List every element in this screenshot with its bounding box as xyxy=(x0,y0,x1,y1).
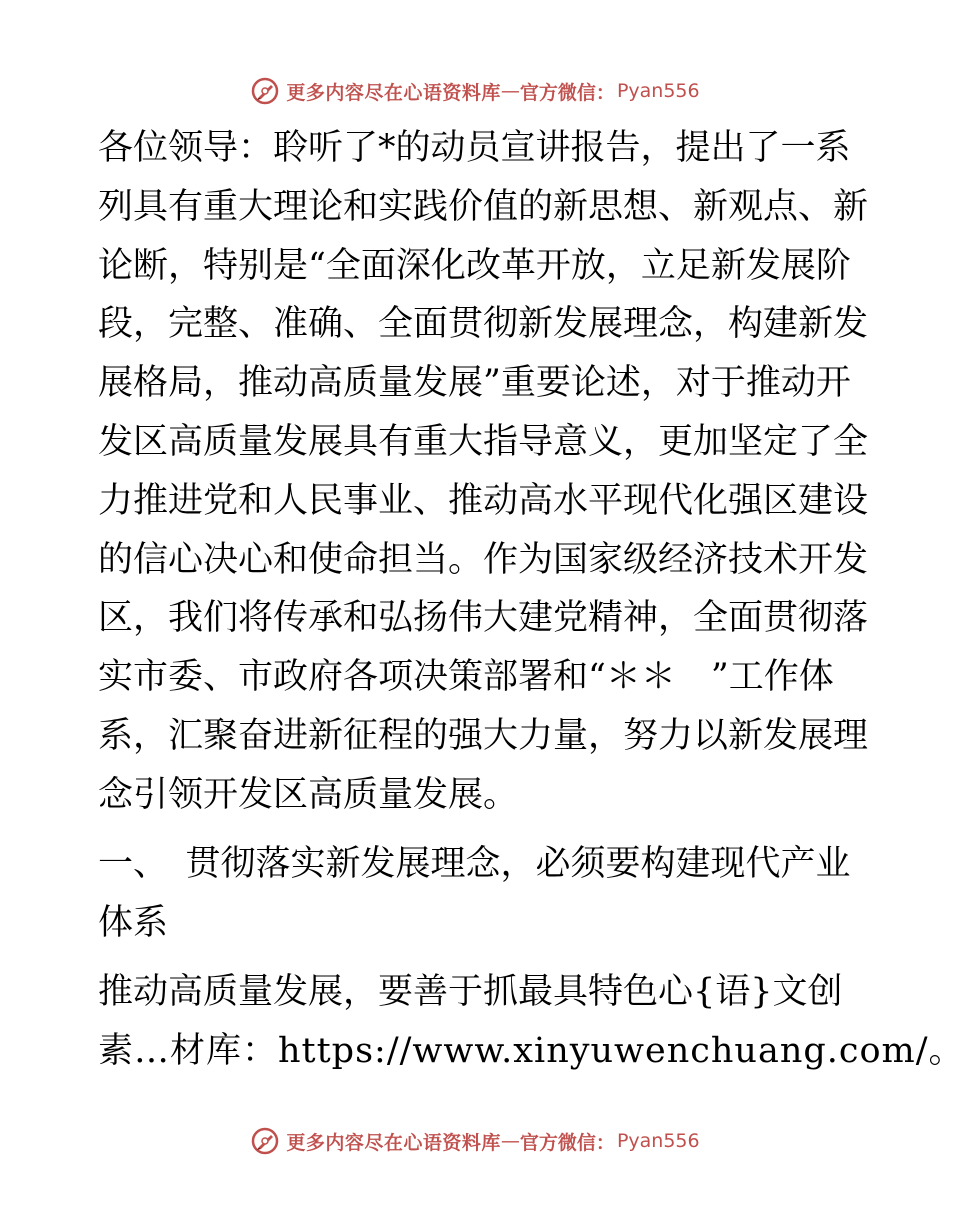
header-title: 更多内容尽在心语资料库 xyxy=(286,81,501,104)
text-line: 区，我们将传承和弘扬伟大建党精神，全面贯彻落 xyxy=(98,598,869,638)
header-contact-id: Pyan556 xyxy=(616,80,700,102)
text-line: 实市委、市政府各项决策部署和“＊＊ ”工作体 xyxy=(98,657,834,697)
text-line: 展格局，推动高质量发展”重要论述，对于推动开 xyxy=(98,363,851,403)
heading-line: 体系 xyxy=(98,903,169,943)
writing-pen-logo-icon xyxy=(250,76,280,106)
text-line: 的信心决心和使命担当。作为国家级经济技术开发 xyxy=(98,540,869,580)
header-banner xyxy=(0,71,950,111)
text-line: 推动高质量发展，要善于抓最具特色心{语}文创 xyxy=(98,972,843,1012)
text-line: 念引领开发区高质量发展。 xyxy=(98,775,519,815)
footer-contact-id: Pyan556 xyxy=(616,1130,700,1152)
text-line: 力推进党和人民事业、推动高水平现代化强区建设 xyxy=(98,481,869,521)
text-line: 段，完整、准确、全面贯彻新发展理念，构建新发 xyxy=(98,304,869,344)
footer-banner xyxy=(0,1121,950,1161)
text-line: 发区高质量发展具有重大指导意义，更加坚定了全 xyxy=(98,422,869,462)
text-line: 各位领导：聆听了*的动员宣讲报告，提出了一系 xyxy=(98,128,851,168)
footer-contact-label: 官方微信： xyxy=(519,1131,615,1154)
footer-dash: — xyxy=(500,1130,520,1152)
header-contact-label: 官方微信： xyxy=(519,81,615,104)
header-dash: — xyxy=(500,80,520,102)
writing-pen-logo-icon xyxy=(250,1126,280,1156)
text-line: 论断，特别是“全面深化改革开放，立足新发展阶 xyxy=(98,246,851,286)
text-line: 系，汇聚奋进新征程的强大力量，努力以新发展理 xyxy=(98,716,869,756)
text-line: 列具有重大理论和实践价值的新思想、新观点、新 xyxy=(98,187,869,227)
text-line: 素…材库：https://www.xinyuwenchuang.com/。 xyxy=(98,1031,965,1071)
heading-line: 一、 贯彻落实新发展理念，必须要构建现代产业 xyxy=(98,844,851,884)
footer-title: 更多内容尽在心语资料库 xyxy=(286,1131,501,1154)
